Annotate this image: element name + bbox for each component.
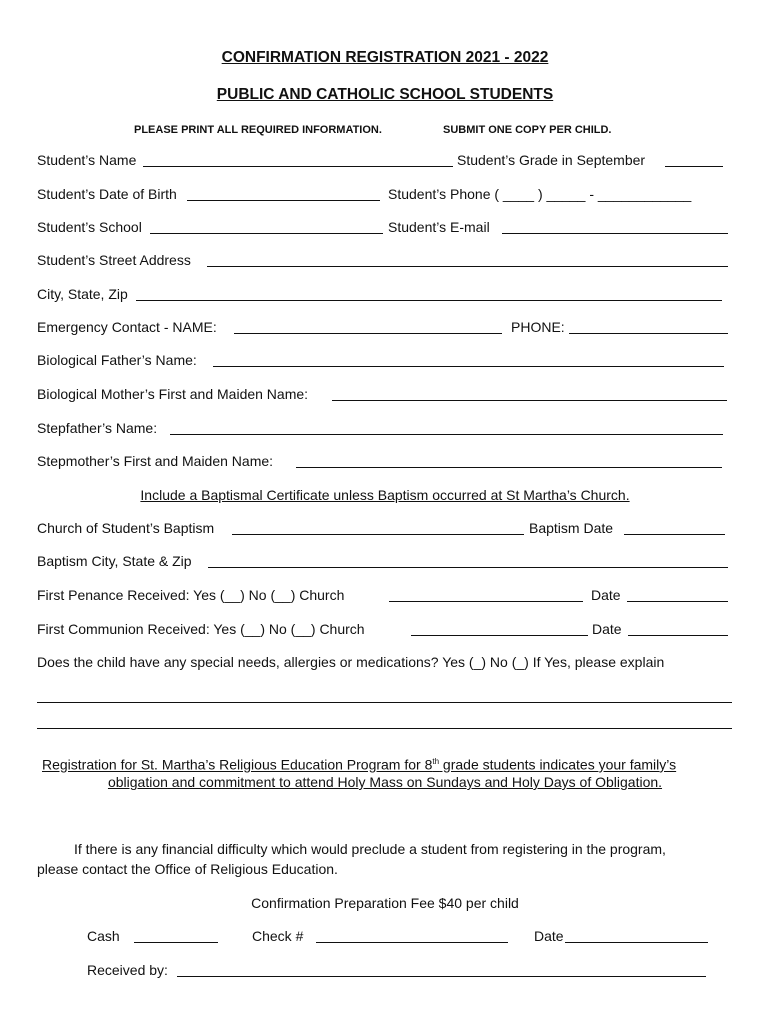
- penance-date-field[interactable]: [627, 601, 728, 602]
- penance-label: First Penance Received: Yes (__) No (__) Church: [37, 587, 345, 603]
- instruction-submit: SUBMIT ONE COPY PER CHILD.: [443, 124, 612, 136]
- special-needs-question: Does the child have any special needs, allergies or medications? Yes (_) No (_) If Yes, please explain: [37, 654, 665, 670]
- baptism-city-label: Baptism City, State & Zip: [37, 553, 192, 569]
- street-field[interactable]: [207, 266, 728, 267]
- mother-label: Biological Mother’s First and Maiden Name:: [37, 386, 309, 402]
- student-name-label: Student’s Name: [37, 152, 137, 168]
- baptism-church-label: Church of Student’s Baptism: [37, 520, 215, 536]
- student-name-field[interactable]: [143, 166, 453, 167]
- stepmother-field[interactable]: [296, 467, 722, 468]
- mother-field[interactable]: [332, 400, 727, 401]
- obligation-line-1: Registration for St. Martha’s Religious Education Program for 8th grade students indicates your family’s: [42, 756, 677, 773]
- baptism-date-label: Baptism Date: [529, 520, 614, 536]
- received-by-field[interactable]: [177, 976, 706, 977]
- city-field[interactable]: [136, 300, 722, 301]
- school-label: Student’s School: [37, 219, 142, 235]
- communion-label: First Communion Received: Yes (__) No (__) Church: [37, 621, 365, 637]
- school-field[interactable]: [150, 233, 383, 234]
- baptism-church-field[interactable]: [232, 534, 524, 535]
- form-title: CONFIRMATION REGISTRATION 2021 - 2022: [221, 49, 549, 66]
- communion-date-field[interactable]: [628, 635, 728, 636]
- financial-line-2: please contact the Office of Religious Education.: [37, 861, 338, 877]
- emergency-name-field[interactable]: [234, 333, 502, 334]
- city-label: City, State, Zip: [37, 286, 128, 302]
- fee-date-label: Date: [534, 928, 564, 944]
- cash-label: Cash: [87, 928, 120, 944]
- baptism-city-field[interactable]: [208, 567, 728, 568]
- communion-date-label: Date: [592, 621, 622, 637]
- baptism-note: Include a Baptismal Certificate unless Baptism occurred at St Martha’s Church.: [140, 487, 630, 503]
- student-grade-field[interactable]: [665, 166, 723, 167]
- received-by-label: Received by:: [87, 962, 168, 978]
- baptism-date-field[interactable]: [624, 534, 725, 535]
- cash-field[interactable]: [134, 942, 218, 943]
- dob-label: Student’s Date of Birth: [37, 186, 177, 202]
- financial-line-1: If there is any financial difficulty which would preclude a student from registering in the program,: [74, 841, 666, 857]
- stepfather-field[interactable]: [170, 434, 723, 435]
- penance-church-field[interactable]: [389, 601, 583, 602]
- check-label: Check #: [252, 928, 304, 944]
- fee-date-field[interactable]: [565, 942, 708, 943]
- student-grade-label: Student’s Grade in September: [457, 152, 646, 168]
- father-field[interactable]: [213, 366, 724, 367]
- form-subtitle: PUBLIC AND CATHOLIC SCHOOL STUDENTS: [216, 86, 554, 103]
- emergency-name-label: Emergency Contact - NAME:: [37, 319, 217, 335]
- dob-field[interactable]: [187, 200, 380, 201]
- fee-text: Confirmation Preparation Fee $40 per child: [251, 895, 519, 911]
- check-field[interactable]: [316, 942, 508, 943]
- student-phone-field[interactable]: Student’s Phone ( ____ ) _____ - ____________: [388, 186, 692, 202]
- explain-line-2[interactable]: [37, 728, 732, 729]
- stepmother-label: Stepmother’s First and Maiden Name:: [37, 453, 274, 469]
- email-field[interactable]: [502, 233, 728, 234]
- penance-date-label: Date: [591, 587, 621, 603]
- obligation-line-2: obligation and commitment to attend Holy Mass on Sundays and Holy Days of Obligation.: [107, 774, 663, 790]
- explain-line-1[interactable]: [37, 702, 732, 703]
- stepfather-label: Stepfather’s Name:: [37, 420, 158, 436]
- emergency-phone-field[interactable]: [569, 333, 728, 334]
- instruction-print: PLEASE PRINT ALL REQUIRED INFORMATION.: [134, 124, 382, 136]
- email-label: Student’s E-mail: [388, 219, 490, 235]
- communion-church-field[interactable]: [411, 635, 588, 636]
- father-label: Biological Father’s Name:: [37, 352, 197, 368]
- street-label: Student’s Street Address: [37, 252, 191, 268]
- emergency-phone-label: PHONE:: [511, 319, 565, 335]
